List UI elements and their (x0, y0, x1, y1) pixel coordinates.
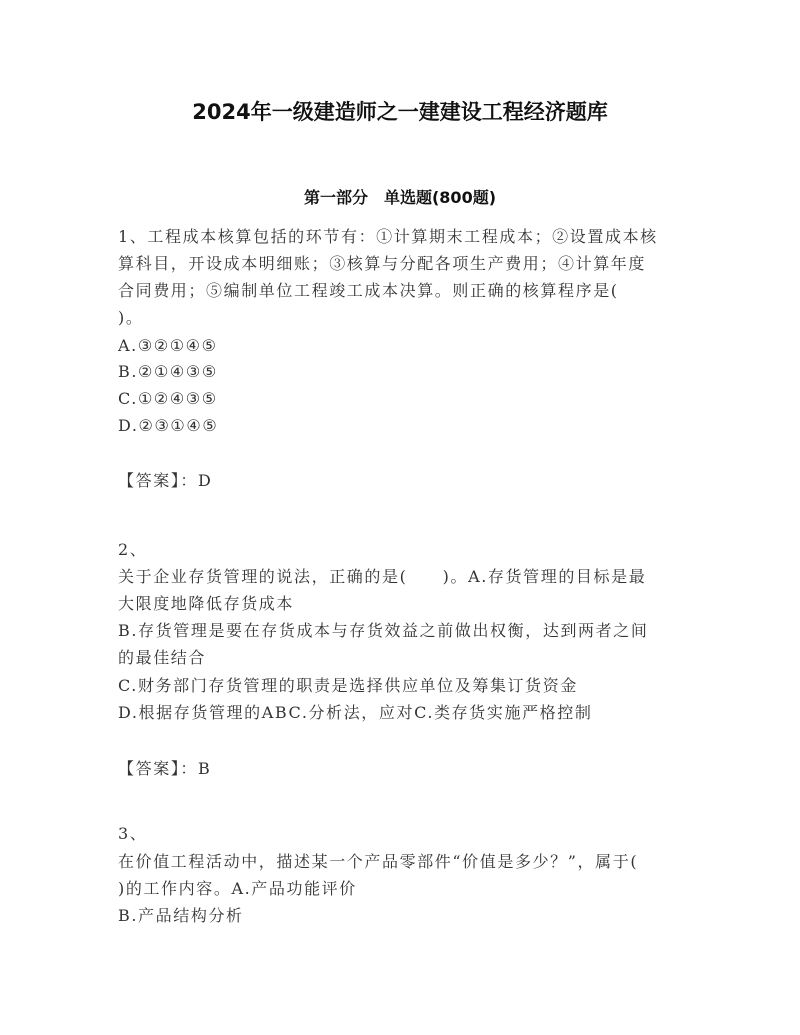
question-1-option-d: D.②③①④⑤ (118, 416, 219, 435)
question-3-option-b: B.产品结构分析 (118, 906, 244, 925)
question-1-option-a: A.③②①④⑤ (118, 336, 218, 355)
question-2-number: 2、 (118, 540, 148, 559)
section-heading: 第一部分 单选题(800题) (303, 188, 497, 207)
question-3-text: 在价值工程活动中，描述某一个产品零部件“价值是多少？”，属于( (118, 852, 639, 871)
question-1-option-c: C.①②④③⑤ (118, 389, 218, 408)
document-title: 2024年一级建造师之一建建设工程经济题库 (192, 100, 608, 124)
question-2-text: 大限度地降低存货成本 (118, 594, 295, 613)
question-2-option-b: B.存货管理是要在存货成本与存货效益之前做出权衡，达到两者之间 (118, 621, 649, 640)
question-2-option-c: C.财务部门存货管理的职责是选择供应单位及筹集订货资金 (118, 676, 578, 695)
question-2-option-b: 的最佳结合 (118, 648, 207, 667)
question-1-option-b: B.②①④③⑤ (118, 362, 218, 381)
question-1-text: 1、工程成本核算包括的环节有：①计算期末工程成本；②设置成本核 (118, 227, 658, 246)
question-3-number: 3、 (118, 824, 148, 843)
question-2-answer: 【答案】：B (118, 759, 212, 778)
question-2-text: 关于企业存货管理的说法，正确的是( )。A.存货管理的目标是最 (118, 567, 647, 586)
question-3-text: )的工作内容。A.产品功能评价 (118, 879, 357, 898)
question-1-text: )。 (118, 308, 144, 327)
question-1-answer: 【答案】：D (118, 471, 213, 490)
question-1-text: 合同费用；⑤编制单位工程竣工成本决算。则正确的核算程序是( (118, 281, 619, 300)
question-1-text: 算科目，开设成本明细账；③核算与分配各项生产费用；④计算年度 (118, 254, 647, 273)
question-2-option-d: D.根据存货管理的ABC.分析法，应对C.类存货实施严格控制 (118, 703, 593, 722)
